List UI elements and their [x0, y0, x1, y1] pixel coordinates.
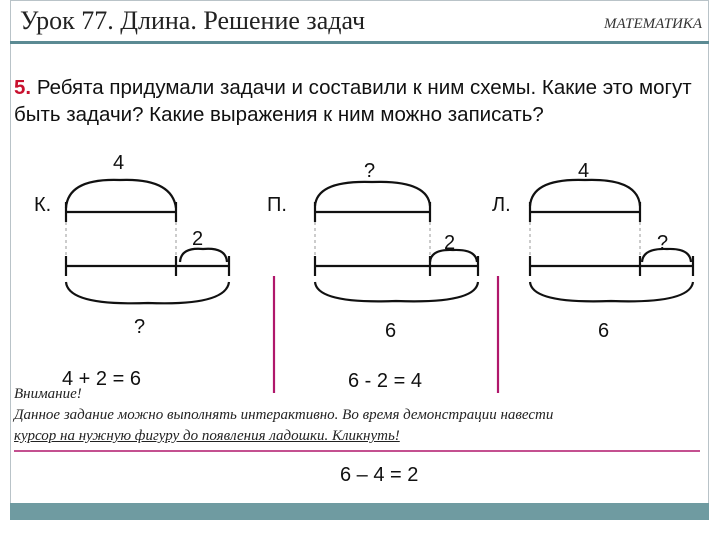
scheme-k-bottom-value[interactable]: ? [134, 316, 146, 338]
brace-bottom-p [315, 282, 478, 301]
brace-bottom-l [530, 282, 693, 301]
brace-top-p [315, 182, 430, 206]
scheme-k-step-value[interactable]: 2 [192, 228, 204, 250]
note-line-2: курсор на нужную фигуру до появления ладошки. Кликнуть! [14, 428, 400, 444]
lesson-title: Урок 77. Длина. Решение задач [20, 6, 366, 35]
brace-step-k [180, 249, 227, 262]
task-question: Ребята придумали задачи и составили к ним схемы. Какие это могут быть задачи? Какие выражения к ним можно записать? [14, 76, 692, 126]
scheme-l-step-value[interactable]: ? [657, 232, 669, 254]
brace-bottom-k [66, 282, 229, 303]
footer-bar [10, 503, 709, 520]
scheme-p-expression: 6 - 2 = 4 [348, 370, 422, 392]
scheme-l-letter: Л. [492, 194, 511, 216]
scheme-p-bottom-value[interactable]: 6 [385, 320, 397, 342]
scheme-p-top-value[interactable]: ? [364, 160, 376, 182]
scheme-p-step-value[interactable]: 2 [444, 232, 456, 254]
brace-top-l [530, 180, 640, 206]
scheme-k-top-value[interactable]: 4 [113, 152, 125, 174]
scheme-k[interactable] [66, 180, 229, 303]
brace-top-k [66, 180, 176, 208]
task-number: 5. [14, 76, 32, 99]
scheme-l-top-value[interactable]: 4 [578, 160, 590, 182]
subject-label: МАТЕМАТИКА [604, 16, 702, 32]
scheme-l-bottom-value[interactable]: 6 [598, 320, 610, 342]
note-line-1: Данное задание можно выполнять интерактивно. Во время демонстрации навести [14, 407, 554, 423]
scheme-p-alt-expression: 6 – 4 = 2 [340, 464, 419, 486]
scheme-l[interactable] [530, 180, 693, 301]
scheme-p-letter: П. [267, 194, 287, 216]
note-heading: Внимание! [14, 386, 82, 402]
scheme-k-expression: 4 + 2 = 6 [62, 368, 141, 390]
scheme-k-letter: К. [34, 194, 52, 216]
